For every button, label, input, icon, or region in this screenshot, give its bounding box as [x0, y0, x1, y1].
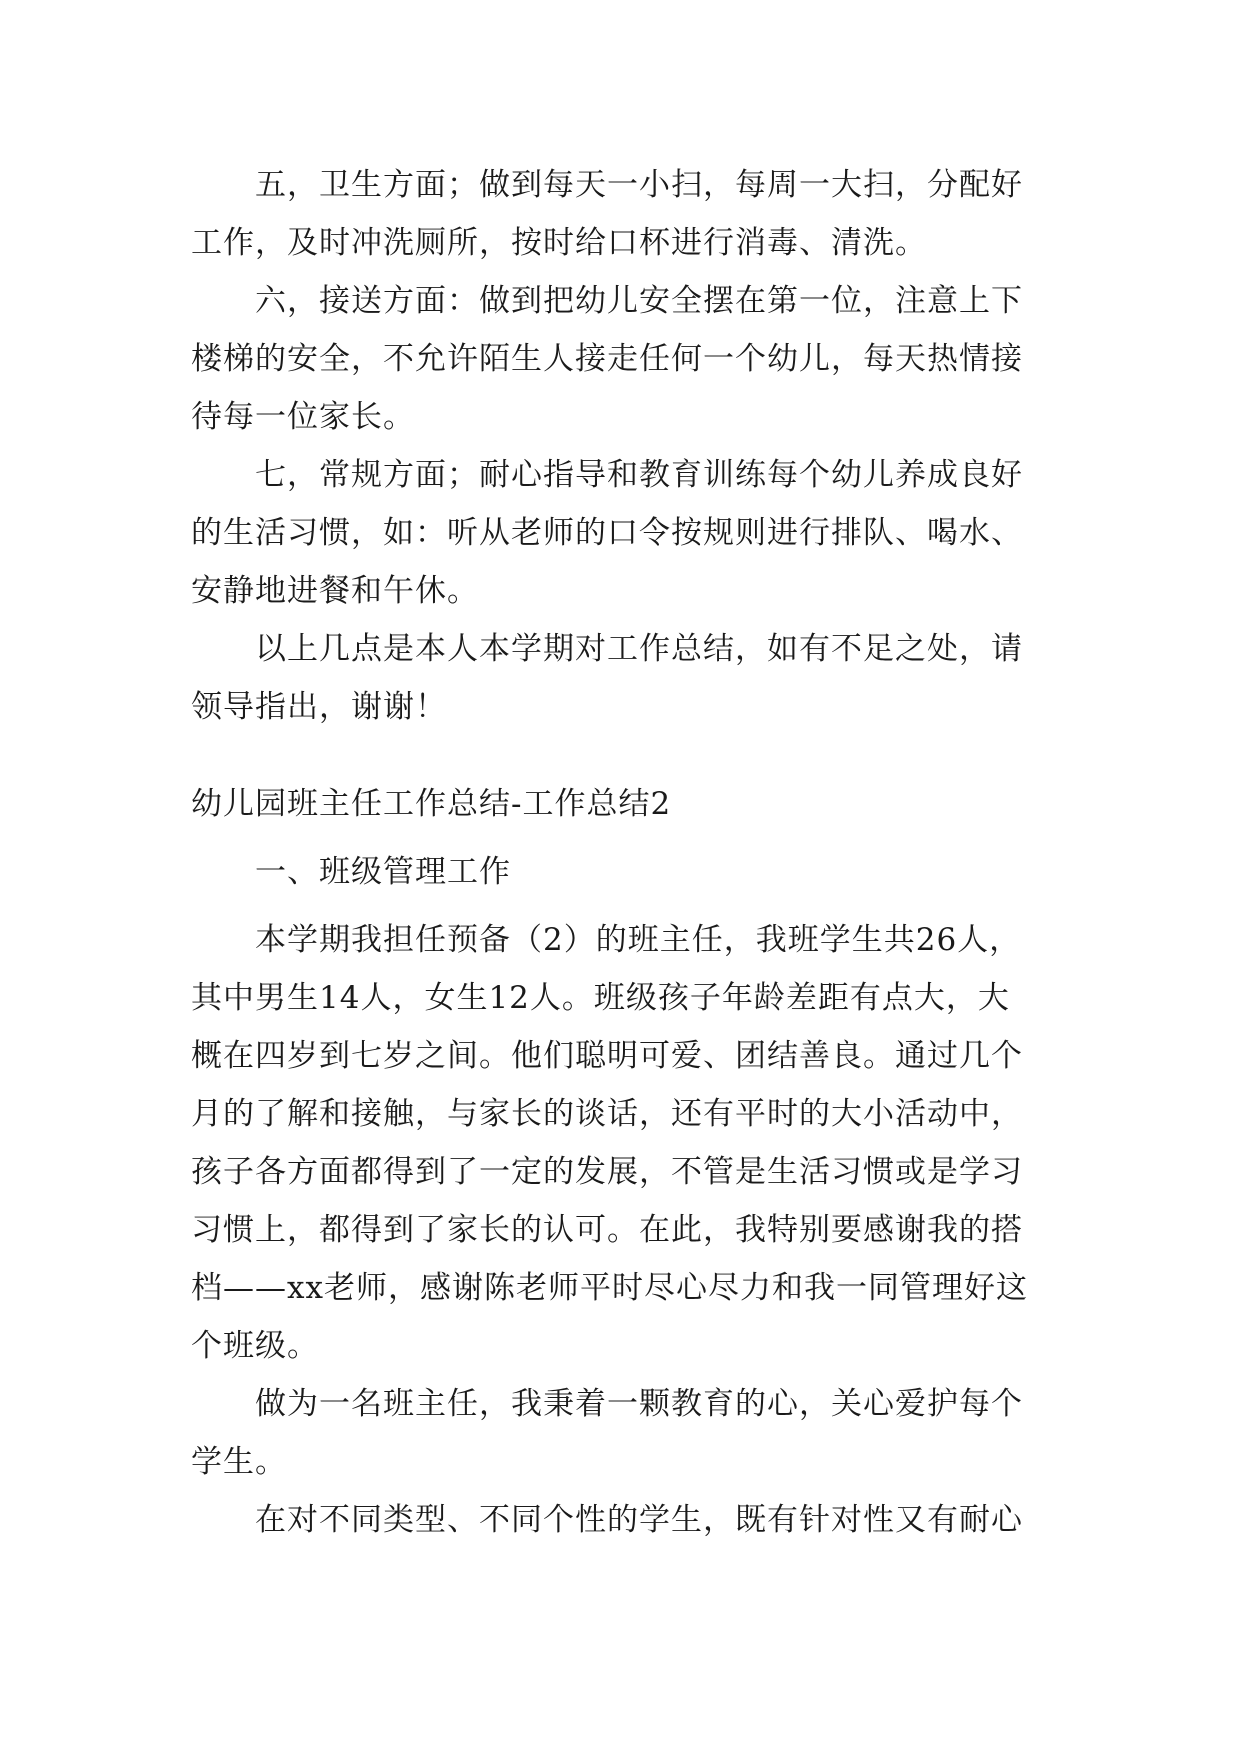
paragraph-routine-line-1: 七，常规方面；耐心指导和教育训练每个幼儿养成良好 — [255, 457, 1023, 493]
paragraph-conclusion-line-1: 以上几点是本人本学期对工作总结，如有不足之处，请 — [255, 631, 1023, 667]
paragraph-class-line-3: 概在四岁到七岁之间。他们聪明可爱、团结善良。通过几个 — [191, 1038, 1023, 1074]
paragraph-teacher-line-2: 学生。 — [191, 1444, 287, 1480]
section-title: 幼儿园班主任工作总结-工作总结2 — [191, 786, 672, 822]
paragraph-pickup-line-2: 楼梯的安全，不允许陌生人接走任何一个幼儿，每天热情接 — [191, 341, 1023, 377]
paragraph-conclusion-line-2: 领导指出，谢谢！ — [191, 689, 447, 725]
paragraph-hygiene-line-1: 五，卫生方面；做到每天一小扫，每周一大扫，分配好 — [255, 167, 1023, 203]
paragraph-class-line-4: 月的了解和接触，与家长的谈话，还有平时的大小活动中， — [191, 1096, 1023, 1132]
paragraph-hygiene-line-2: 工作，及时冲洗厕所，按时给口杯进行消毒、清洗。 — [191, 225, 927, 261]
paragraph-pickup-line-3: 待每一位家长。 — [191, 399, 415, 435]
paragraph-class-line-8: 个班级。 — [191, 1328, 319, 1364]
paragraph-routine-line-3: 安静地进餐和午休。 — [191, 573, 479, 609]
paragraph-pickup-line-1: 六，接送方面：做到把幼儿安全摆在第一位，注意上下 — [255, 283, 1023, 319]
paragraph-class-line-2: 其中男生14人，女生12人。班级孩子年龄差距有点大，大 — [191, 980, 1010, 1016]
paragraph-teacher-line-1: 做为一名班主任，我秉着一颗教育的心，关心爱护每个 — [255, 1386, 1023, 1422]
paragraph-students-line-1: 在对不同类型、不同个性的学生，既有针对性又有耐心 — [255, 1502, 1023, 1538]
paragraph-class-line-5: 孩子各方面都得到了一定的发展，不管是生活习惯或是学习 — [191, 1154, 1023, 1190]
paragraph-routine-line-2: 的生活习惯，如：听从老师的口令按规则进行排队、喝水、 — [191, 515, 1023, 551]
paragraph-class-line-6: 习惯上，都得到了家长的认可。在此，我特别要感谢我的搭 — [191, 1212, 1023, 1248]
paragraph-class-line-1: 本学期我担任预备（2）的班主任，我班学生共26人， — [255, 922, 1022, 958]
subsection-title: 一、班级管理工作 — [255, 854, 511, 890]
paragraph-class-line-7: 档——xx老师，感谢陈老师平时尽心尽力和我一同管理好这 — [191, 1270, 1028, 1306]
